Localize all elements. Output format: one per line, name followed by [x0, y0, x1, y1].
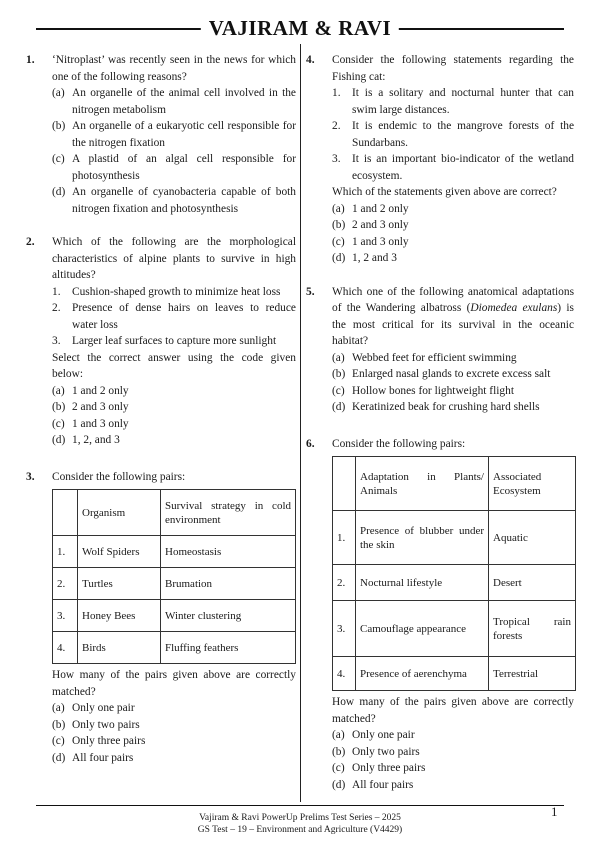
question-6: [306, 436, 574, 794]
table-header-cell: [53, 490, 78, 536]
option-label: (d): [332, 778, 346, 791]
option-label: (c): [52, 417, 65, 430]
table-header-row: [53, 490, 296, 536]
table-row: [333, 565, 576, 601]
option-text: 1, 2, and 3: [72, 434, 120, 446]
option-label: (c): [52, 153, 65, 165]
question-number: 3.: [26, 470, 35, 483]
table-cell: Wolf Spiders: [78, 536, 161, 568]
option-label: (d): [332, 401, 346, 413]
statement-text: It is an important bio-indicator of the wetland ecosystem.: [352, 153, 574, 182]
option-text: Webbed feet for efficient swimming: [352, 351, 517, 364]
option-text: Only two pairs: [72, 718, 140, 731]
table-row: [333, 601, 576, 657]
table-row: [53, 632, 296, 664]
statement-1: [332, 85, 574, 118]
option-label: (c): [332, 384, 345, 397]
option-label: (b): [52, 120, 66, 132]
footer-line-2: GS Test – 19 – Environment and Agriculture (V4429): [197, 825, 403, 835]
option-text: Only three pairs: [72, 735, 146, 747]
table-cell: 4.: [333, 657, 356, 691]
table-cell: Camouflage appearance: [356, 601, 489, 657]
left-column: [26, 52, 296, 766]
option-label: (c): [52, 735, 65, 747]
option-label: (a): [52, 87, 65, 99]
option-label: (d): [52, 186, 66, 198]
option-b: [52, 118, 296, 151]
table-cell: Presence of aerenchyma: [356, 657, 489, 691]
option-label: (b): [332, 368, 346, 380]
question-number: 2.: [26, 236, 35, 248]
option-label: (d): [332, 252, 346, 264]
table-cell: Nocturnal lifestyle: [356, 565, 489, 601]
option-text: 1 and 2 only: [72, 384, 129, 397]
column-divider: [300, 44, 301, 802]
question-text: Consider the following pairs:: [52, 470, 186, 483]
table-cell: Desert: [489, 565, 576, 601]
option-text: Only one pair: [352, 729, 415, 741]
statement-text: Presence of dense hairs on leaves to reduce water loss: [72, 302, 296, 331]
question-prompt: How many of the pairs given above are correctly matched?: [332, 696, 574, 725]
question-text: [332, 284, 574, 350]
table-cell: Winter clustering: [161, 600, 296, 632]
option-text: Only three pairs: [352, 762, 426, 774]
table-cell: 2.: [53, 568, 78, 600]
option-text: Enlarged nasal glands to excrete excess salt: [352, 368, 551, 380]
question-number: 4.: [306, 54, 315, 66]
option-label: (a): [332, 729, 345, 741]
statement-1: [52, 284, 296, 301]
statement-label: 2.: [52, 302, 61, 314]
option-label: (d): [52, 434, 66, 446]
question-text: Which of the following are the morphological characteristics of alpine plants to survive in high altitudes?: [52, 236, 296, 281]
table-cell: Homeostasis: [161, 536, 296, 568]
question-5: [306, 284, 574, 416]
header-title: VAJIRAM & RAVI: [201, 16, 399, 41]
table-row: [333, 511, 576, 565]
statement-text: It is a solitary and nocturnal hunter that can swim large distances.: [352, 87, 574, 116]
question-1: [26, 52, 296, 217]
table-cell: Terrestrial: [489, 657, 576, 691]
table-cell: Brumation: [161, 568, 296, 600]
option-a: [52, 85, 296, 118]
option-d: [52, 184, 296, 217]
table-cell: 3.: [333, 601, 356, 657]
statement-text: Larger leaf surfaces to capture more sunlight: [72, 335, 277, 347]
option-b: [332, 217, 574, 234]
option-text: Hollow bones for lightweight flight: [352, 384, 514, 397]
option-text: An organelle of a eukaryotic cell responsible for the nitrogen fixation: [72, 120, 296, 149]
right-column: [306, 52, 574, 793]
option-text: 1 and 2 only: [352, 202, 409, 215]
option-b: [52, 717, 296, 734]
option-text: All four pairs: [72, 751, 134, 764]
question-text: ‘Nitroplast’ was recently seen in the news for which one of the following reasons?: [52, 54, 296, 83]
option-a: [332, 727, 574, 744]
table-row: [53, 600, 296, 632]
option-text: Only one pair: [72, 702, 135, 714]
option-label: (a): [52, 702, 65, 714]
statement-3: [52, 333, 296, 350]
table-cell: Turtles: [78, 568, 161, 600]
option-text: Keratinized beak for crushing hard shells: [352, 401, 540, 413]
table-cell: Honey Bees: [78, 600, 161, 632]
statement-text: It is endemic to the mangrove forests of the Sundarbans.: [352, 120, 574, 149]
option-text: 1, 2 and 3: [352, 252, 397, 264]
option-text: 2 and 3 only: [352, 219, 409, 231]
option-label: (b): [52, 401, 66, 413]
table-header-cell: Organism: [78, 490, 161, 536]
table-cell: 1.: [53, 536, 78, 568]
question-4: [306, 52, 574, 267]
question-2: [26, 234, 296, 449]
option-b: [52, 399, 296, 416]
table-row: [333, 657, 576, 691]
question-prompt: How many of the pairs given above are correctly matched?: [52, 669, 296, 698]
table-cell: 4.: [53, 632, 78, 664]
option-label: (b): [332, 745, 346, 758]
option-label: (c): [332, 235, 345, 248]
statement-text: Cushion-shaped growth to minimize heat loss: [72, 285, 281, 298]
option-label: (b): [332, 219, 346, 231]
table-cell: Birds: [78, 632, 161, 664]
option-d: [52, 750, 296, 767]
option-label: (b): [52, 718, 66, 731]
table-header-cell: Associated Ecosystem: [489, 457, 576, 511]
option-text: An organelle of cyanobacteria capable of both nitrogen fixation and photosynthesis: [72, 186, 296, 215]
option-c: [52, 416, 296, 433]
question-number: 1.: [26, 54, 35, 66]
option-text: Only two pairs: [352, 745, 420, 758]
option-text: A plastid of an algal cell responsible for photosynthesis: [72, 153, 296, 182]
option-a: [52, 700, 296, 717]
statement-label: 3.: [52, 335, 61, 347]
statement-3: [332, 151, 574, 184]
option-c: [52, 733, 296, 750]
footer-rule: [36, 805, 564, 806]
option-text: 2 and 3 only: [72, 401, 129, 413]
question-text: Consider the following statements regarding the Fishing cat:: [332, 54, 574, 83]
option-text: An organelle of the animal cell involved in the nitrogen metabolism: [72, 87, 296, 116]
option-d: [52, 432, 296, 449]
table-cell: Presence of blubber under the skin: [356, 511, 489, 565]
option-label: (a): [52, 384, 65, 397]
question-number: 5.: [306, 285, 315, 298]
option-a: [52, 383, 296, 400]
table-cell: Fluffing feathers: [161, 632, 296, 664]
statement-label: 3.: [332, 153, 341, 165]
footer-line-1: Vajiram & Ravi PowerUp Prelims Test Series – 2025: [199, 813, 401, 823]
page-header: [36, 18, 564, 40]
table-header-row: [333, 457, 576, 511]
option-b: [332, 744, 574, 761]
question-prompt: Which of the statements given above are correct?: [332, 186, 557, 198]
question-number: 6.: [306, 437, 315, 450]
option-d: [332, 250, 574, 267]
table-row: [53, 536, 296, 568]
option-label: (c): [332, 762, 345, 774]
option-text: All four pairs: [352, 778, 414, 791]
question-text: Consider the following pairs:: [332, 437, 466, 450]
statement-label: 1.: [52, 285, 61, 298]
option-b: [332, 366, 574, 383]
option-label: (a): [332, 351, 345, 364]
statement-2: [332, 118, 574, 151]
option-label: (d): [52, 751, 66, 764]
option-label: (a): [332, 202, 345, 215]
pairs-table: [332, 456, 576, 691]
option-d: [332, 399, 574, 416]
table-cell: 2.: [333, 565, 356, 601]
statement-label: 1.: [332, 87, 341, 99]
table-cell: Aquatic: [489, 511, 576, 565]
table-header-cell: Survival strategy in cold environment: [161, 490, 296, 536]
option-d: [332, 777, 574, 794]
option-c: [332, 383, 574, 400]
option-c: [332, 234, 574, 251]
table-cell: 1.: [333, 511, 356, 565]
pairs-table: [52, 489, 296, 664]
statement-label: 2.: [332, 120, 341, 132]
option-a: [332, 350, 574, 367]
species-name: Diomedea exulans: [470, 302, 558, 314]
question-text-part: ) is the most critical for its survival in the oceanic habitat?: [332, 302, 574, 347]
question-text-part: Which one of the following anatomical adaptations of the Wandering albatross (: [332, 285, 574, 314]
table-cell: Tropical rain forests: [489, 601, 576, 657]
option-text: 1 and 3 only: [352, 235, 409, 248]
question-instruction: Select the correct answer using the code given below:: [52, 351, 296, 380]
statement-2: [52, 300, 296, 333]
option-c: [52, 151, 296, 184]
table-cell: 3.: [53, 600, 78, 632]
option-text: 1 and 3 only: [72, 417, 129, 430]
page-number: 1: [551, 804, 558, 819]
table-row: [53, 568, 296, 600]
question-3: [26, 469, 296, 767]
table-header-cell: Adaptation in Plants/ Animals: [356, 457, 489, 511]
option-c: [332, 760, 574, 777]
option-a: [332, 201, 574, 218]
table-header-cell: [333, 457, 356, 511]
